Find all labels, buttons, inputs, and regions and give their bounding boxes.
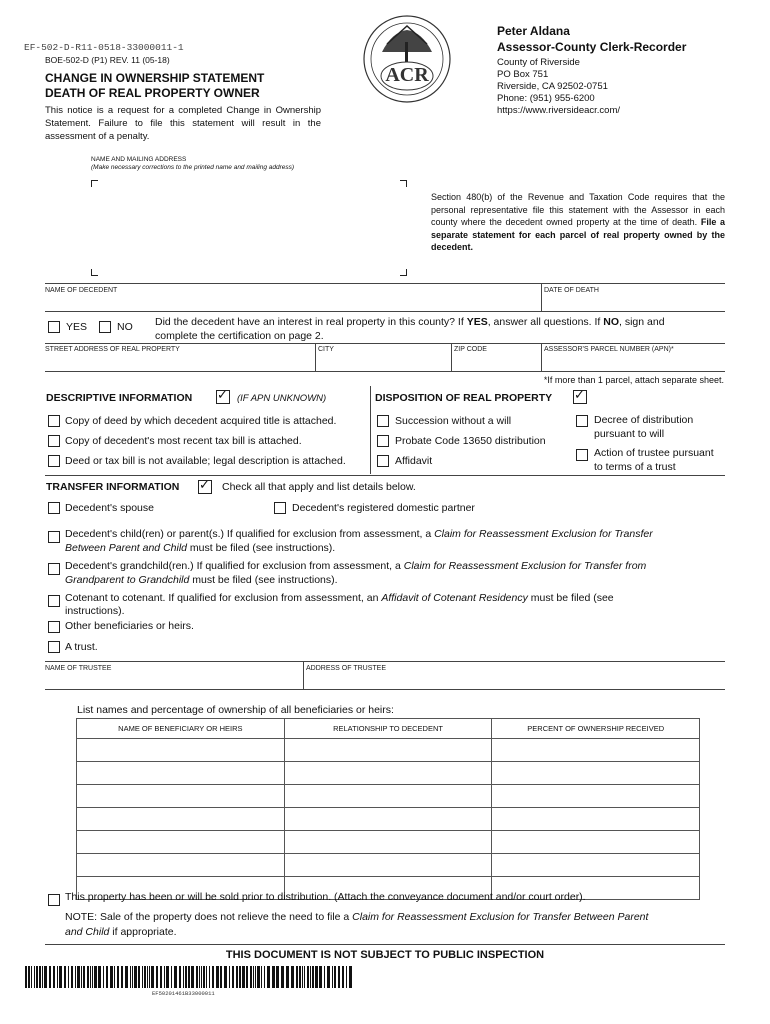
note-text-d: if appropriate. [109,926,177,938]
disp-decree-label-2: pursuant to will [594,428,665,440]
spouse-checkbox[interactable] [48,502,60,514]
table-cell[interactable] [77,831,285,854]
street-label: STREET ADDRESS OF REAL PROPERTY [45,346,180,353]
cotenant-text-1 [65,592,614,604]
cotenant-checkbox[interactable] [48,595,60,607]
table-cell[interactable] [77,762,285,785]
descriptive-note: (IF APN UNKNOWN) [237,393,327,404]
beneficiaries-table [76,718,700,900]
cotenant-text-c: must be filed (see [527,592,614,604]
note-line-2 [65,926,177,938]
disp-succession-label: Succession without a will [395,415,512,427]
corner-tr [400,180,407,187]
section-480-body: Section 480(b) of the Revenue and Taxation Code requires that the personal representative file this statement with the Assessor in each county where the decedent owned property at the time of death. [431,192,725,227]
note-line-1 [65,911,648,923]
interest-question [155,316,665,328]
interest-q-part3: , sign and [619,316,665,328]
yes-checkbox[interactable] [48,321,60,333]
col-name-header: NAME OF BENEFICIARY OR HEIRS [77,719,285,739]
table-header-row [77,719,700,739]
yes-label: YES [66,321,88,333]
cotenant-text-2: instructions). [65,605,125,617]
document-id: EF-502-D-R11-0518-33000011-1 [24,42,184,53]
partner-checkbox[interactable] [274,502,286,514]
office-box: PO Box 751 [497,69,549,80]
table-row [77,762,700,785]
corner-bl [91,269,98,276]
note-text-a: NOTE: Sale of the property does not relieve the need to file a [65,911,353,923]
grandchild-text-2 [65,574,338,586]
trustee-name-label: NAME OF TRUSTEE [45,665,112,672]
table-cell[interactable] [492,785,700,808]
col-percent-header: PERCENT OF OWNERSHIP RECEIVED [492,719,700,739]
table-cell[interactable] [77,854,285,877]
sold-label: This property has been or will be sold prior to distribution. (Attach the conveyance document and/or court order). [65,891,586,903]
table-cell[interactable] [77,808,285,831]
table-row [77,808,700,831]
interest-q-yes: YES [466,316,488,328]
table-cell[interactable] [492,739,700,762]
transfer-checkbox[interactable] [198,480,212,494]
form-title-2: DEATH OF REAL PROPERTY OWNER [45,86,260,100]
disp-decree-checkbox[interactable] [576,415,588,427]
child-text-1 [65,528,653,540]
sold-checkbox[interactable] [48,894,60,906]
descriptive-checkbox[interactable] [216,390,230,404]
corner-tl [91,180,98,187]
partner-label: Decedent's registered domestic partner [292,502,475,514]
table-cell[interactable] [492,854,700,877]
table-cell[interactable] [492,762,700,785]
descriptive-title: DESCRIPTIVE INFORMATION [46,392,193,404]
office-address [497,57,620,117]
grandchild-text-b: Claim for Reassessment Exclusion for Transfer from [403,560,647,572]
no-label: NO [117,321,133,333]
assessor-name: Peter Aldana [497,24,570,38]
barcode-icon [25,966,355,988]
barcode-text: EF50201461B33000011 [152,990,215,997]
grandchild-text-d: must be filed (see instructions). [189,574,338,586]
grandchild-text-c: Grandparent to Grandchild [65,574,190,586]
corner-br [400,269,407,276]
zip-label: ZIP CODE [454,346,487,353]
mailing-address-area[interactable] [91,180,407,276]
child-text-c: Between Parent and Child [65,542,187,554]
disp-affidavit-checkbox[interactable] [377,455,389,467]
section-480-bold: File a separate statement for each parcel of real property owned by the decedent. [431,217,725,252]
grandchild-checkbox[interactable] [48,563,60,575]
transfer-title: TRANSFER INFORMATION [46,481,180,493]
form-title-1: CHANGE IN OWNERSHIP STATEMENT [45,71,265,85]
table-cell[interactable] [492,808,700,831]
table-cell[interactable] [77,785,285,808]
desc-legal-checkbox[interactable] [48,455,60,467]
beneficiaries-heading: List names and percentage of ownership of all beneficiaries or heirs: [77,704,394,716]
disp-trustee-label-2: to terms of a trust [594,461,676,473]
transfer-note: Check all that apply and list details below. [222,481,416,493]
trustee-address-label: ADDRESS OF TRUSTEE [306,665,386,672]
cotenant-text-b: Affidavit of Cotenant Residency [381,592,528,604]
disp-trustee-label: Action of trustee pursuant [594,447,714,459]
table-row [77,785,700,808]
table-row [77,739,700,762]
table-cell[interactable] [492,831,700,854]
form-code: BOE-502-D (P1) REV. 11 (05-18) [45,55,170,65]
grandchild-text-a: Decedent's grandchild(ren.) If qualified for exclusion from assessment, a [65,560,404,572]
trust-checkbox[interactable] [48,641,60,653]
desc-deed-checkbox[interactable] [48,415,60,427]
county-seal [362,14,452,104]
interest-q-part2: , answer all questions. If [487,316,604,328]
office-url[interactable]: https://www.riversideacr.com/ [497,105,621,116]
trust-label: A trust. [65,641,98,653]
table-row [77,854,700,877]
date-of-death-label: DATE OF DEATH [544,287,599,294]
office-city: Riverside, CA 92502-0751 [497,81,608,92]
penalty-notice: This notice is a request for a completed Change in Ownership Statement. Failure to file this statement will result in the assessment of a penalty. [45,105,321,142]
desc-taxbill-label: Copy of decedent's most recent tax bill is attached. [65,435,302,447]
disp-probate-label: Probate Code 13650 distribution [395,435,546,447]
desc-deed-label: Copy of deed by which decedent acquired title is attached. [65,415,337,427]
office-county: County of Riverside [497,57,580,68]
mailing-note: (Make necessary corrections to the printed name and mailing address) [91,164,295,171]
city-label: CITY [318,346,334,353]
office-phone: Phone: (951) 955-6200 [497,93,595,104]
more-parcels-note: *If more than 1 parcel, attach separate sheet. [543,375,724,385]
disp-trustee-checkbox[interactable] [576,449,588,461]
spouse-label: Decedent's spouse [65,502,154,514]
note-text-c: and Child [65,926,110,938]
disp-decree-label: Decree of distribution [594,414,694,426]
barcode [25,966,355,988]
child-text-a: Decedent's child(ren) or parent(s.) If qualified for exclusion from assessment, a [65,528,435,540]
assessor-title: Assessor-County Clerk-Recorder [497,40,687,54]
apn-label: ASSESSOR'S PARCEL NUMBER (APN)* [544,346,674,353]
child-text-d: must be filed (see instructions). [187,542,336,554]
table-cell[interactable] [284,854,492,877]
table-cell[interactable] [284,762,492,785]
disposition-title: DISPOSITION OF REAL PROPERTY [375,392,553,404]
disp-probate-checkbox[interactable] [377,435,389,447]
table-cell[interactable] [77,739,285,762]
table-cell[interactable] [284,785,492,808]
no-checkbox[interactable] [99,321,111,333]
desc-taxbill-checkbox[interactable] [48,435,60,447]
disp-affidavit-label: Affidavit [395,455,433,467]
decedent-name-label: NAME OF DECEDENT [45,287,118,294]
table-cell[interactable] [284,831,492,854]
child-checkbox[interactable] [48,531,60,543]
interest-q-no: NO [603,316,620,328]
interest-question-2: complete the certification on page 2. [155,330,324,342]
desc-legal-label: Deed or tax bill is not available; legal description is attached. [65,455,346,467]
child-text-b: Claim for Reassessment Exclusion for Transfer [434,528,653,540]
section-480-text [431,191,725,254]
seal-icon [362,14,452,104]
interest-q-part1: Did the decedent have an interest in real property in this county? If [155,316,467,328]
other-label: Other beneficiaries or heirs. [65,620,194,632]
public-inspection-notice: THIS DOCUMENT IS NOT SUBJECT TO PUBLIC INSPECTION [225,949,545,961]
table-row [77,831,700,854]
col-relationship-header: RELATIONSHIP TO DECEDENT [284,719,492,739]
child-text-2 [65,542,335,554]
table-cell[interactable] [284,739,492,762]
disposition-checkbox[interactable] [573,390,587,404]
disp-succession-checkbox[interactable] [377,415,389,427]
seal-letters: ACR [385,64,429,86]
mailing-label: NAME AND MAILING ADDRESS [91,156,187,163]
cotenant-text-a: Cotenant to cotenant. If qualified for exclusion from assessment, an [65,592,382,604]
grandchild-text-1 [65,560,646,572]
note-text-b: Claim for Reassessment Exclusion for Transfer Between Parent [352,911,649,923]
table-cell[interactable] [284,808,492,831]
other-checkbox[interactable] [48,621,60,633]
